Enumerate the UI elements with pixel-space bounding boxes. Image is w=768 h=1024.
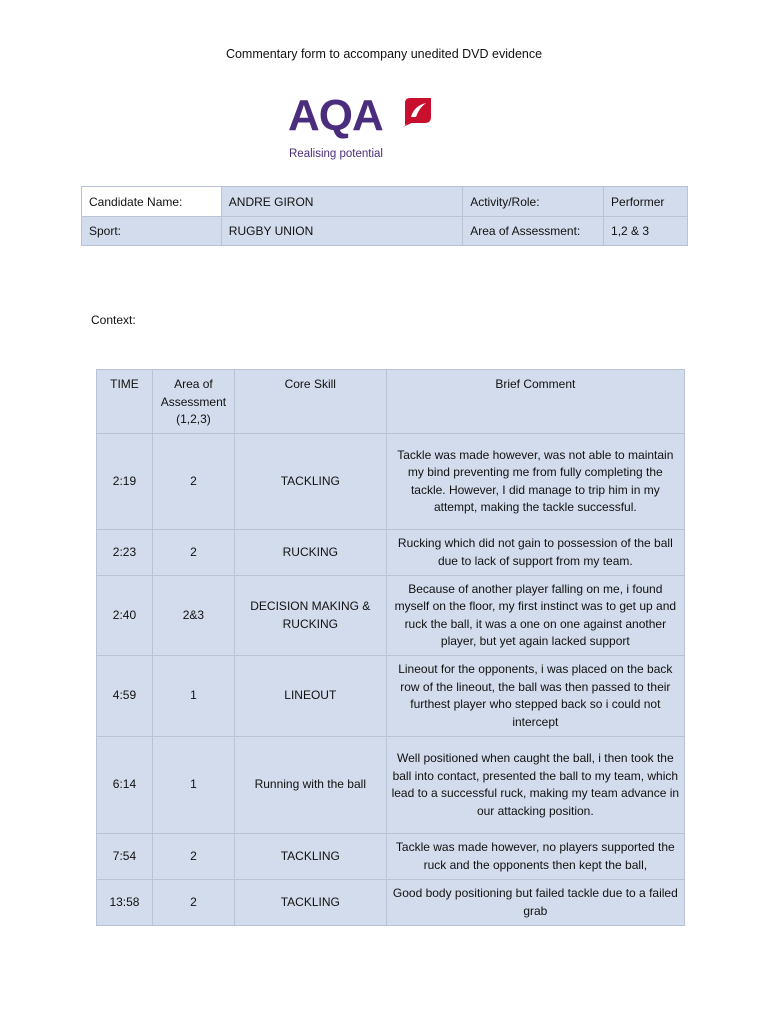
- area-cell: 2&3: [152, 576, 234, 656]
- time-cell: 13:58: [97, 880, 153, 926]
- sport-value: RUGBY UNION: [221, 217, 462, 246]
- comment-cell: Lineout for the opponents, i was placed on the back row of the lineout, the ball was then passed to their furthest player who stepped back so i could not intercept: [386, 656, 684, 737]
- logo-tagline: Realising potential: [289, 148, 383, 160]
- table-row: [97, 656, 685, 737]
- time-cell: 2:23: [97, 530, 153, 576]
- skill-cell: RUCKING: [234, 530, 386, 576]
- table-row: [97, 434, 685, 530]
- candidate-info-table: [81, 186, 688, 246]
- table-row: [97, 737, 685, 834]
- logo-swoosh-icon: [402, 95, 434, 129]
- header-time: TIME: [97, 370, 153, 434]
- page-title: Commentary form to accompany unedited DVD evidence: [225, 47, 543, 61]
- context-label: Context:: [91, 313, 136, 327]
- logo-wordmark: AQA: [288, 91, 383, 140]
- candidate-name-label: Candidate Name:: [82, 187, 222, 217]
- commentary-table: [96, 369, 685, 926]
- comment-cell: Rucking which did not gain to possession of the ball due to lack of support from my team.: [386, 530, 684, 576]
- table-row: [97, 530, 685, 576]
- comment-cell: Well positioned when caught the ball, i then took the ball into contact, presented the ball to my team, which lead to a successful ruck, making my team advance in our attacking position.: [386, 737, 684, 834]
- skill-cell: LINEOUT: [234, 656, 386, 737]
- candidate-info-row: [82, 187, 688, 217]
- header-brief-comment: Brief Comment: [386, 370, 684, 434]
- skill-cell: DECISION MAKING & RUCKING: [234, 576, 386, 656]
- time-cell: 4:59: [97, 656, 153, 737]
- skill-cell: TACKLING: [234, 834, 386, 880]
- table-row: [97, 576, 685, 656]
- sport-label: Sport:: [82, 217, 222, 246]
- area-cell: 2: [152, 834, 234, 880]
- activity-role-value: Performer: [604, 187, 688, 217]
- skill-cell: TACKLING: [234, 880, 386, 926]
- table-row: [97, 834, 685, 880]
- aqa-logo: [288, 91, 438, 166]
- area-cell: 2: [152, 530, 234, 576]
- comment-cell: Good body positioning but failed tackle due to a failed grab: [386, 880, 684, 926]
- area-cell: 2: [152, 434, 234, 530]
- table-row: [97, 880, 685, 926]
- time-cell: 6:14: [97, 737, 153, 834]
- activity-role-label: Activity/Role:: [463, 187, 604, 217]
- header-core-skill: Core Skill: [234, 370, 386, 434]
- candidate-name-value: ANDRE GIRON: [221, 187, 462, 217]
- time-cell: 2:19: [97, 434, 153, 530]
- comment-cell: Tackle was made however, no players supported the ruck and the opponents then kept the ball,: [386, 834, 684, 880]
- candidate-info-row: [82, 217, 688, 246]
- table-header-row: [97, 370, 685, 434]
- header-area-of-assessment: Area of Assessment (1,2,3): [152, 370, 234, 434]
- skill-cell: TACKLING: [234, 434, 386, 530]
- comment-cell: Because of another player falling on me, i found myself on the floor, my first instinct was to get up and ruck the ball, it was a one on one against another player, but yet again lacked support: [386, 576, 684, 656]
- area-cell: 2: [152, 880, 234, 926]
- skill-cell: Running with the ball: [234, 737, 386, 834]
- area-of-assessment-label: Area of Assessment:: [463, 217, 604, 246]
- area-of-assessment-value: 1,2 & 3: [604, 217, 688, 246]
- comment-cell: Tackle was made however, was not able to maintain my bind preventing me from fully completing the tackle. However, I did manage to trip him in my attempt, making the tackle successful.: [386, 434, 684, 530]
- time-cell: 7:54: [97, 834, 153, 880]
- area-cell: 1: [152, 656, 234, 737]
- area-cell: 1: [152, 737, 234, 834]
- time-cell: 2:40: [97, 576, 153, 656]
